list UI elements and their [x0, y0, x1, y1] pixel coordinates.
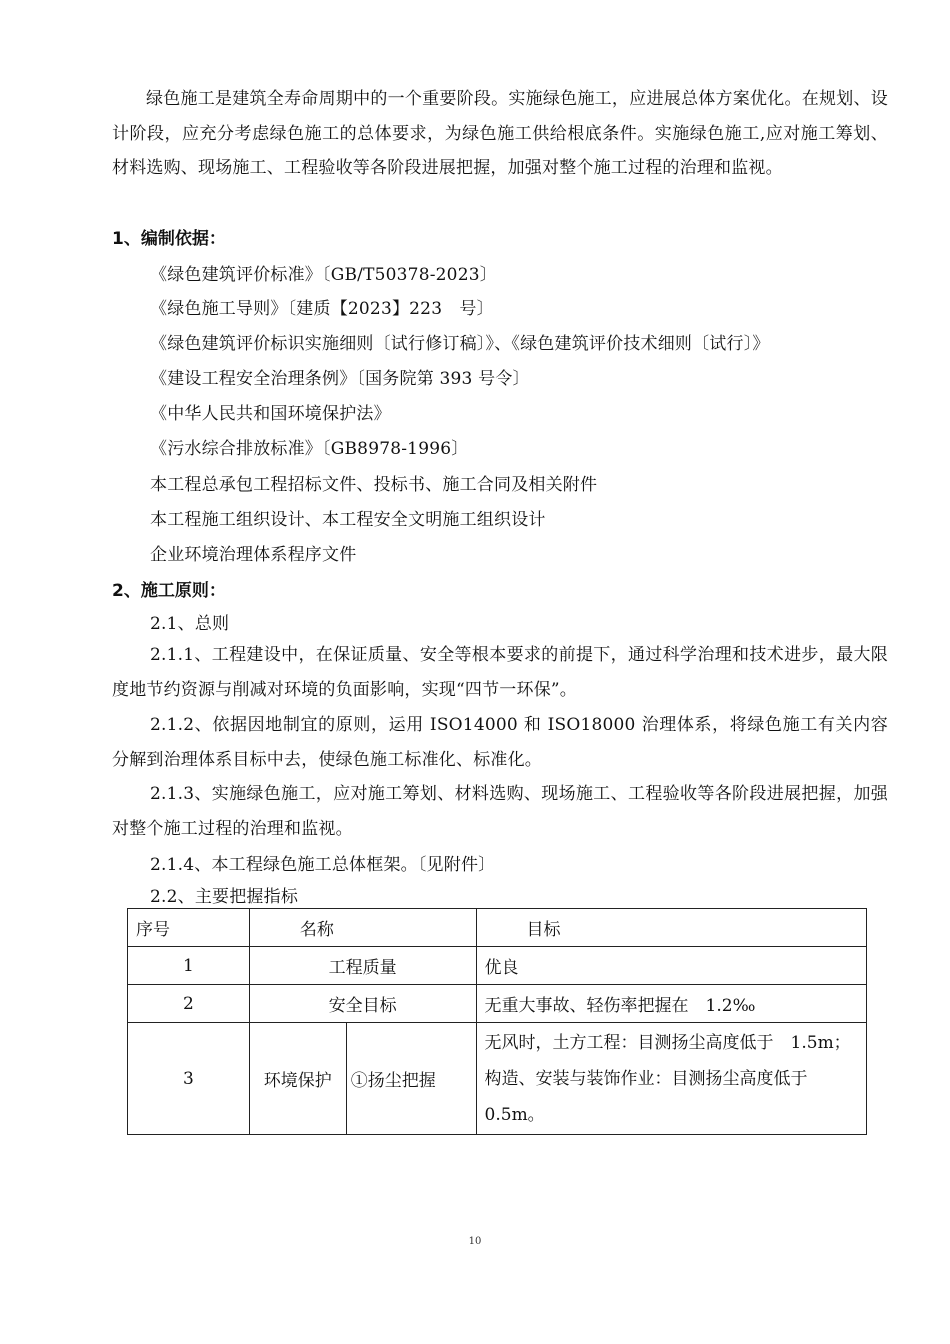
- cell-target: 无重大事故、轻伤率把握在 1.2‰: [476, 985, 866, 1023]
- cell-no: 2: [128, 985, 250, 1023]
- basis-item: 本工程总承包工程招标文件、投标书、施工合同及相关附件: [150, 475, 598, 495]
- header-cell-no: 序号: [128, 909, 250, 947]
- cell-subcategory: ①扬尘把握: [346, 1023, 476, 1135]
- table-header-row: [128, 909, 867, 947]
- cell-no: 1: [128, 947, 250, 985]
- basis-item: 《绿色施工导则》〔建质【2023】223 号〕: [150, 299, 494, 319]
- basis-item: 《绿色建筑评价标识实施细则〔试行修订稿〕》、《绿色建筑评价技术细则〔试行〕》: [150, 334, 770, 354]
- indicators-table: [127, 908, 867, 1135]
- cell-name: 环境保护: [249, 1023, 346, 1135]
- page-number: 10: [468, 1236, 482, 1247]
- clause-2-1-3: 2.1.3、实施绿色施工，应对施工筹划、材料选购、现场施工、工程验收等各阶段进展把握，加强对整个施工过程的治理和监视。: [112, 784, 888, 839]
- clause-2-1-1: 2.1.1、工程建设中，在保证质量、安全等根本要求的前提下，通过科学治理和技术进步，最大限度地节约资源与削减对环境的负面影响，实现“四节一环保”。: [112, 645, 888, 700]
- table-row: [128, 947, 867, 985]
- header-cell-target: 目标: [476, 909, 866, 947]
- cell-target: 优良: [476, 947, 866, 985]
- subsection-title-indicators: 2.2、主要把握指标: [150, 887, 299, 907]
- section-heading-basis: 1、编制依据：: [112, 229, 226, 249]
- cell-name: 工程质量: [249, 947, 476, 985]
- basis-item: 《建设工程安全治理条例》〔国务院第 393 号令〕: [150, 369, 530, 389]
- cell-target: 无风时，土方工程：目测扬尘高度低于 1.5m；构造、安装与装饰作业：目测扬尘高度低于0.5m。: [476, 1023, 866, 1135]
- clause-2-1-2: 2.1.2、依据因地制宜的原则，运用 ISO14000 和 ISO18000 治理体系，将绿色施工有关内容分解到治理体系目标中去，使绿色施工标准化、标准化。: [112, 715, 888, 770]
- clause-2-1-4: 2.1.4、本工程绿色施工总体框架。〔见附件〕: [150, 855, 496, 875]
- section-heading-principles: 2、施工原则：: [112, 581, 226, 601]
- basis-item: 本工程施工组织设计、本工程安全文明施工组织设计: [150, 510, 546, 530]
- header-cell-name: 名称: [249, 909, 476, 947]
- table-row: [128, 985, 867, 1023]
- basis-item: 《污水综合排放标准》〔GB8978-1996〕: [150, 439, 469, 459]
- cell-no: 3: [128, 1023, 250, 1135]
- table-row: [128, 1023, 867, 1135]
- intro-paragraph: 绿色施工是建筑全寿命周期中的一个重要阶段。实施绿色施工，应进展总体方案优化。在规划、设计阶段，应充分考虑绿色施工的总体要求，为绿色施工供给根底条件。实施绿色施工,应对施工筹划、材料选购、现场施工、工程验收等各阶段进展把握，加强对整个施工过程的治理和监视。: [112, 89, 888, 178]
- basis-item: 企业环境治理体系程序文件: [150, 545, 357, 565]
- basis-item: 《中华人民共和国环境保护法》: [150, 404, 391, 424]
- basis-item: 《绿色建筑评价标准》〔GB/T50378-2023〕: [150, 265, 497, 285]
- cell-name: 安全目标: [249, 985, 476, 1023]
- subsection-title-general: 2.1、总则: [150, 614, 230, 634]
